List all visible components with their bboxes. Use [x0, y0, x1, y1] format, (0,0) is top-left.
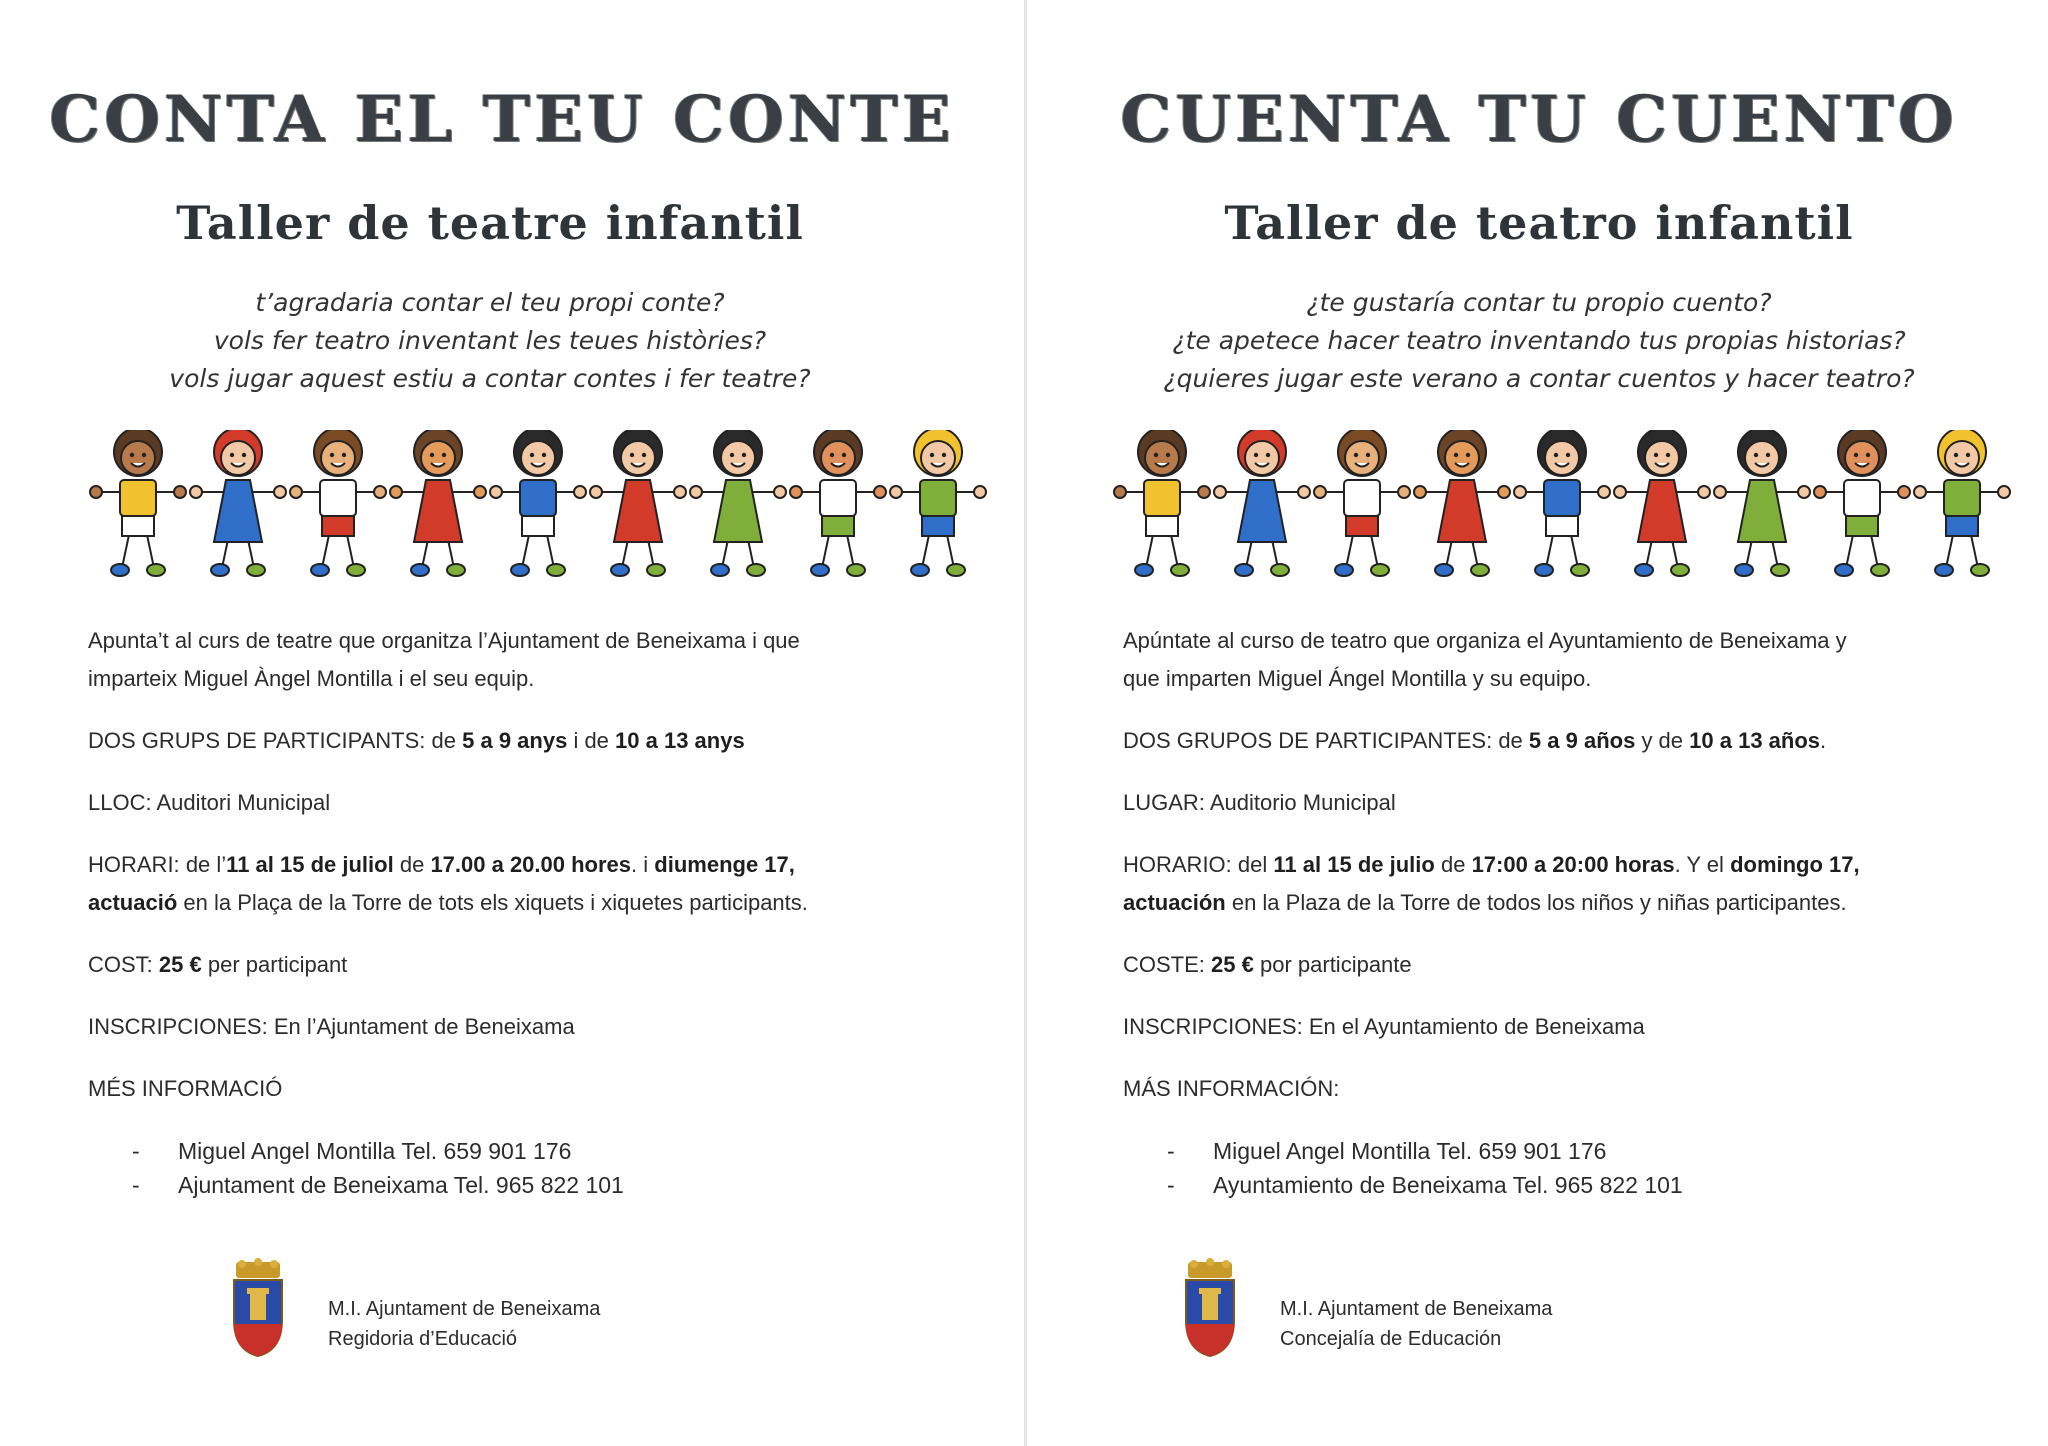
kid-figure — [790, 430, 886, 576]
footer-line-2: Regidoria d’Educació — [328, 1328, 518, 1350]
cost-label: COST: — [88, 952, 153, 977]
kid-figure — [190, 430, 286, 576]
question-2: ¿te apetece hacer teatro inventando tus propias historias? — [1172, 326, 1906, 355]
groups-line — [88, 722, 968, 760]
footer-line-2: Concejalía de Educación — [1280, 1328, 1502, 1350]
question-3: vols jugar aquest estiu a contar contes i fer teatre? — [169, 364, 811, 393]
kid-figure — [590, 430, 686, 576]
groups-connector: de — [431, 728, 456, 753]
questions — [1027, 284, 2048, 398]
kid-figure — [1114, 430, 1210, 576]
place-value: Auditori Municipal — [156, 790, 331, 815]
question-3: ¿quieres jugar este verano a contar cuentos y hacer teatro? — [1163, 364, 1915, 393]
performance-text: en la Plaza de la Torre de todos los niños y niñas participantes. — [1231, 890, 1847, 915]
intro-paragraph — [88, 622, 968, 698]
performance-day: diumenge 17, — [654, 852, 795, 877]
registration-label: INSCRIPCIONES: — [1123, 1014, 1303, 1039]
schedule-label: HORARI: — [88, 852, 180, 877]
performance-text: en la Plaça de la Torre de tots els xiquets i xiquetes participants. — [183, 890, 808, 915]
place-label: LUGAR: — [1123, 790, 1205, 815]
schedule-paragraph — [88, 846, 968, 922]
headline: CUENTA TU CUENTO — [1120, 82, 1958, 157]
groups-connector: de — [1498, 728, 1523, 753]
question-1: t’agradaria contar el teu propi conte? — [255, 288, 725, 317]
group-b: 10 a 13 anys — [615, 728, 745, 753]
groups-label: DOS GRUPOS DE PARTICIPANTES: — [1123, 728, 1493, 753]
contact-item: - Miguel Angel Montilla Tel. 659 901 176 — [1167, 1138, 1607, 1164]
schedule-separator: . i — [631, 852, 649, 877]
performance-line — [1123, 884, 2003, 922]
contact-text: Ajuntament de Beneixama Tel. 965 822 101 — [178, 1172, 624, 1198]
contact-text: Ayuntamiento de Beneixama Tel. 965 822 101 — [1213, 1172, 1683, 1198]
schedule-dates: 11 al 15 de juliol — [226, 852, 394, 877]
cost-text: por participante — [1259, 952, 1412, 977]
coat-of-arms-icon — [228, 1258, 288, 1358]
footer — [1180, 1258, 1780, 1358]
intro-line-1: Apúntate al curso de teatro que organiza el Ayuntamiento de Beneixama y — [1123, 628, 1847, 653]
kids-illustration — [88, 430, 988, 590]
kid-figure — [390, 430, 486, 576]
kid-figure — [90, 430, 186, 576]
schedule-line — [88, 846, 968, 884]
intro-line-1: Apunta’t al curs de teatre que organitza l’Ajuntament de Beneixama i que — [88, 628, 800, 653]
coat-of-arms-icon — [1180, 1258, 1240, 1358]
headline: CONTA EL TEU CONTE — [49, 82, 955, 157]
cost-value: 25 € — [1211, 952, 1254, 977]
schedule-separator: . Y el — [1674, 852, 1724, 877]
place-line — [1123, 784, 2003, 822]
flyer-spanish — [1024, 0, 2048, 1446]
kid-figure — [1714, 430, 1810, 576]
group-b: 10 a 13 años — [1689, 728, 1821, 753]
schedule-line — [1123, 846, 2003, 884]
groups-line — [1123, 722, 2003, 760]
contact-text: Miguel Angel Montilla Tel. 659 901 176 — [178, 1138, 572, 1164]
intro-line-2: imparteix Miguel Àngel Montilla i el seu equip. — [88, 666, 535, 691]
kid-figure — [690, 430, 786, 576]
contact-item: - Miguel Angel Montilla Tel. 659 901 176 — [132, 1138, 572, 1164]
schedule-connector: del — [1237, 852, 1268, 877]
place-label: LLOC: — [88, 790, 152, 815]
cost-line — [88, 946, 968, 984]
kid-figure — [1914, 430, 2010, 576]
kid-figure — [1514, 430, 1610, 576]
performance-label: actuació — [88, 890, 178, 915]
group-a: 5 a 9 anys — [462, 728, 568, 753]
kid-figure — [1214, 430, 1310, 576]
kid-figure — [890, 430, 986, 576]
contact-text: Miguel Angel Montilla Tel. 659 901 176 — [1213, 1138, 1607, 1164]
footer-text — [1280, 1294, 1552, 1354]
contact-item: - Ajuntament de Beneixama Tel. 965 822 101 — [132, 1172, 624, 1198]
kid-figure — [1314, 430, 1410, 576]
performance-label: actuación — [1123, 890, 1226, 915]
groups-connector-2: i de — [573, 728, 609, 753]
registration-line — [88, 1008, 968, 1046]
schedule-dates: 11 al 15 de julio — [1273, 852, 1435, 877]
cost-label: COSTE: — [1123, 952, 1205, 977]
schedule-paragraph — [1123, 846, 2003, 922]
cost-line — [1123, 946, 2003, 984]
registration-value: En el Ayuntamiento de Beneixama — [1308, 1014, 1645, 1039]
place-line — [88, 784, 968, 822]
performance-line — [88, 884, 968, 922]
intro-paragraph — [1123, 622, 2003, 698]
footer-line-1: M.I. Ajuntament de Beneixama — [328, 1298, 601, 1320]
kid-figure — [290, 430, 386, 576]
contact-item: - Ayuntamiento de Beneixama Tel. 965 822 101 — [1167, 1172, 1683, 1198]
subheadline: Taller de teatre infantil — [176, 196, 804, 250]
footer-line-1: M.I. Ajuntament de Beneixama — [1280, 1298, 1553, 1320]
schedule-hours: 17.00 a 20.00 hores — [430, 852, 632, 877]
groups-connector-2: y de — [1641, 728, 1684, 753]
question-1: ¿te gustaría contar tu propio cuento? — [1306, 288, 1772, 317]
schedule-connector: de l’ — [185, 852, 227, 877]
registration-line — [1123, 1008, 2003, 1046]
subheadline: Taller de teatro infantil — [1224, 196, 1854, 250]
kid-figure — [1614, 430, 1710, 576]
more-info-heading: MÁS INFORMACIÓN: — [1123, 1076, 1340, 1101]
contact-list — [132, 1134, 624, 1202]
group-a: 5 a 9 años — [1528, 728, 1636, 753]
intro-line-2: que imparten Miguel Ángel Montilla y su equipo. — [1123, 666, 1592, 691]
performance-day: domingo 17, — [1730, 852, 1860, 877]
kid-figure — [1414, 430, 1510, 576]
kids-illustration — [1112, 430, 2012, 590]
schedule-connector-2: de — [399, 852, 425, 877]
more-info-heading: MÉS INFORMACIÓ — [88, 1076, 283, 1101]
groups-end: . — [1820, 728, 1827, 753]
questions — [0, 284, 1002, 398]
footer — [228, 1258, 828, 1358]
cost-value: 25 € — [158, 952, 202, 977]
groups-label: DOS GRUPS DE PARTICIPANTS: — [88, 728, 426, 753]
schedule-label: HORARIO: — [1123, 852, 1232, 877]
footer-text — [328, 1294, 600, 1354]
schedule-connector-2: de — [1440, 852, 1466, 877]
question-2: vols fer teatro inventant les teues històries? — [213, 326, 767, 355]
kid-figure — [1814, 430, 1910, 576]
registration-label: INSCRIPCIONES: — [88, 1014, 268, 1039]
kid-figure — [490, 430, 586, 576]
contact-list — [1167, 1134, 1683, 1202]
schedule-hours: 17:00 a 20:00 horas — [1471, 852, 1675, 877]
place-value: Auditorio Municipal — [1209, 790, 1396, 815]
registration-value: En l’Ajuntament de Beneixama — [273, 1014, 575, 1039]
cost-text: per participant — [207, 952, 348, 977]
